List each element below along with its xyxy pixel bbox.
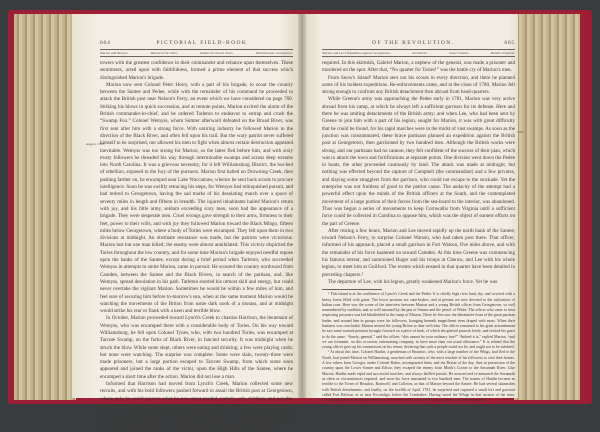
left-page-content (100, 40, 293, 432)
body-text (322, 60, 515, 286)
page-number: 664 (100, 40, 111, 46)
running-head (100, 40, 293, 46)
running-title: PICTORIAL FIELD-BOOK (156, 40, 248, 46)
book-gutter (298, 14, 306, 398)
paragraph: The departure of Lee, with his legion, greatly weakened Marion's force. Yet he was (328, 278, 498, 285)
subhead: Marion and Wemyss. (100, 51, 129, 55)
footnote: ¹ This island is at the confluence of Lynch's Creek and the Pedee. It is chiefly high river land, dry, and covered with a heavy forest filled with game. The lower portions are cane-brakes, and at present are now devoted to the cultivation of Indian corn. Here was the scene of the interview between Marion and a young British officer from Georgetown, so well remembered by tradition, and so well narrated by the pen of Simms and the pencil of White. The officer who came to treat respecting prisoners was led blindfolded to the camp of Marion. There he first saw the diminutive form of the great partisan leader, and around him in groups were his followers, lounging beneath magnificent trees draped with moss. When their business was concluded, Marion invited the young Briton to dine with him. The officer remained to his great astonishment he saw some roasted potatoes brought forward on a piece of bark, of which the general partook freely, and invited his guest to do the same. “Surely, general,” said the officer, “this cannot be your ordinary fare?” “Indeed it is,” replied Marion, “and we are fortunate, on this occasion, entertaining company, to have more than our usual allowance.” It is related that the young officer gave up his commission on his return, declaring that such a people could not be, and ought not to be subdued. (322, 292, 515, 350)
marbled-page-edge-right (514, 14, 580, 400)
footnote-rule (322, 289, 382, 290)
paragraph: After resting a few hours, Marion and Lee moved rapidly up the north bank of the Santee, toward Nelson's Ferry, to surprise Colonel Watson, who had taken post there. That officer, informed of his approach, placed a small garrison in Fort Watson, five miles above, and with the remainder of his force hastened on toward Camden. At this time Greene was commencing his famous retreat, and summoned Huger and his troops at Cheraw, and Lee with his whole legion, to meet him at Guilford. The events which ensued in that quarter have been detailed in preceding chapters.² (322, 227, 515, 278)
subhead: Skirmish near Georgetown. (255, 51, 293, 55)
margin-note: August, 1780. (86, 142, 105, 146)
subhead: Snow's Island. (449, 51, 469, 55)
subhead: Defeat of Colonel Tynes. (199, 51, 234, 55)
footnotes (322, 292, 515, 403)
paragraph: required. In this skirmish, Gabriel Marion, a nephew of the general, was made a prisoner and murdered on the spot. After that, “No quarter for Tories!” was the battle cry of Marion's men. (322, 60, 515, 74)
marbled-page-edge-left (14, 14, 76, 400)
topic-subheads (322, 49, 515, 57)
subhead: Hardin's Exploits. (490, 51, 515, 55)
paragraph: In October, Marion proceeded toward Lynch's Creek to chastise Harrison, the lieutenant of Wemyss, who was encamped there with a considerable body of Tories. On his way toward Williamsburg, he fell upon Colonel Tynes, who, with two hundred Tories, was encamped at Tarcote Swamp, on the forks of Black River, in fancied security. It was midnight when he struck the blow. While some slept, others were eating and drinking; a few were playing cards; but none were watching. The surprise was complete. Some were slain, twenty-three were made prisoners, but a large portion escaped to Tarcote Swamp, from which some soon appeared and joined the ranks of the victor, upon the High Hills of the Santee, where he encamped a short time after the action. Marion did not lose a man. (100, 315, 293, 380)
paragraph: Marion now sent Colonel Peter Horry, with a part of his brigade, to scour the country between the Santee and Pedee, while with the remainder of his command he proceeded to attack the British post near Nelson's Ferry, an event which we have considered on page 760. Striking his blows in quick succession, and at remote points, Marion excited the alarm of the British commander-in-chief, and he ordered Tarleton to endeavor to entrap and crush the “Swamp Fox.” Colonel Wemyss, whom Sumter afterward defeated on the Broad River, was first sent after him with a strong force. With untiring industry he followed Marion in the direction of the Black River, and often fell upon his trail. But the wary patriot never suffered himself to be surprised, nor allowed his men to fight when almost certain destruction appeared inevitable. Wemyss was too strong for Marion, so the latter fled before him, and with sixty trusty followers he threaded his way through interminable swamps and across deep streams into North Carolina. It was a grievous necessity, for it left Williamsburg District, the hot-bed of rebellion, exposed to the fury of the pursuers. Marion first halted on Drowning Creek, then pushing farther on, he encamped near Lake Waccamaw, whence he sent back scouts to procure intelligence. Soon he was swiftly retracing his steps, for Wemyss had relinquished pursuit, and had retired to Georgetown, having the sad marks of his desolating march over a space of seventy miles in length and fifteen in breadth. The injured inhabitants hailed Marion's return with joy, and his little army, seldom exceeding sixty men, soon had the appearance of a brigade. They were desperate men. Cruel wrongs gave strength to their arms, firmness to their feet, power to their wills, and with joy they followed Marion toward the Black Mingo, fifteen miles below Georgetown, where a body of Tories were encamped. They fell upon them in two divisions at midnight. An obstinate resistance was made, but the patriots were victorious. Marion lost but one man killed; the enemy were almost annihilated. This victory dispirited the Tories throughout the low country, and for some time Marion's brigade enjoyed needful repose upon the banks of the Santee, except during a brief period when Tarleton, who succeeded Wemyss in attempts to smite Marion, came in pursuit. He scoured the country northward from Camden, between the Santee and the Black Rivers, in search of the partisan, and, like Wemyss, spread desolation in his path. Tarleton exerted his utmost skill and energy, but could never overtake the vigilant Marion. Sometimes he would be within a few miles of him, and feel sure of securing him before to-morrow's sun, when at the same moment Marion would be watching the movements of the Briton from some dark nook of a morass, and at midnight would strike his rear or flank with a keen and terrible blow. (100, 81, 293, 315)
running-title: OF THE REVOLUTION. (371, 40, 455, 46)
paragraph: While Greene's army was approaching the Pedee early in 1781, Marion was very active abroad from his camp, at which he always left a sufficient garrison for its defense. Here and there he was smiting detachments of the British army; and when Lee, who had been sent by Greene to join him with a part of his legion, sought for Marion, it was with great difficulty that he could be found, for his rapid marches were in the midst of vast swamps. As soon as the junction was consummated, these brave partisans planned an expedition against the British post at Georgetown, then garrisoned by two hundred men. Although the British works were strong, and our partisans had no cannon, they felt confident of the success of their plan, which was to attack the town and fortifications at separate points. One division went down the Pedee in boats, the other proceeded cautiously by land. The attack was made at midnight, but nothing was effected beyond the capture of Campbell (the commandant) and a few privates, and slaying some stragglers from the garrison, who could not escape to the stockade. Yet the enterprise was not fruitless of good to the patriot cause. The audacity of the attempt had a powerful effect upon the minds of the British officers at the South, and the contemplated movement of a large portion of their forces from the sea-board to the interior, was abandoned. Thus was begun a series of movements to keep Cornwallis from Virginia until a sufficient force could be collected in Carolina to oppose him, which was the object of earnest efforts on the part of Greene. (322, 96, 515, 227)
margin-note: 1781. (517, 130, 525, 134)
subhead: Its Failure. (412, 51, 428, 55)
running-head (322, 40, 515, 46)
footnote: ² At about this time, Colonel Hardin, a gentleman of Beaufort, who, with a large number of the Whigs, had fled to the North, had joined Marion on Williamsburg, marched with seventy of the most resolute of his followers to visit their homes. A few others from Georgia, under Colonel Baker, accompanied them, and the Briton of the day, then in possession of the country upon the Lower Santee and Edisto, they escaped the enemy from Monk's Corner to the Savannah River. Like Marion, Hardin made rapid and successful marches, and always baffled pursuit. He aroused and re-animated the Savannah as often as circumstances required, and soon his force amounted to two hundred men. The names of Hardin became as terrible to the Tories of Beaufort, Barnwell, and Colleton, as that of Marion beyond the Santee. He had several skirmishes with British detachments, and finally, on the twelfth of April, 1781, he surprised and captured a small fort and garrison called Fort Balfour, at or near Pocotaligo, below the Combahee. Having saved the Whigs in that section of the state, Colonel Hardin and his detachment joined the forces under General Pickens, higher up on the Savannah. (322, 350, 515, 403)
topic-subheads (100, 49, 293, 57)
subhead: Marion and Lee's Expedition against Georgetown. (322, 51, 391, 55)
right-page-content (322, 40, 515, 403)
page-number: 665 (504, 40, 515, 46)
paragraph: towers with the greatest confidence in their commander and reliance upon themselves. These sentiments, acted upon with faithfulness, formed a prime element of that success which distinguished Marion's brigade. (100, 60, 293, 81)
paragraph: From Snow's Island¹ Marion sent out his scouts in every direction, and there he planned some of his boldest expeditions. Re-enforcements came, and at the close of 1780, Marion felt strong enough to confront any British detachment then abroad from head-quarters. (322, 74, 515, 96)
subhead: Retreat of the latter. (150, 51, 178, 55)
paragraph: Informed that Harrison had moved from Lynch's Creek, Marion collected some new recruits, and with his bold followers pushed forward to assail the British post at Georgetown, whose only he could procure what he now most needed, namely, salt, clothing, and powder. He knew a surprise would be difficult, and an open assault dangerous. He chose the former method, but when he approached, the garrison was on the alert. A severe skirmish ensued within a short distance of the town, and Marion, discomfited, retired to Snow's Island, where he fixed his camp and secured it by such works of art as the absence of natural defenses (100, 381, 293, 431)
body-text (100, 60, 293, 432)
